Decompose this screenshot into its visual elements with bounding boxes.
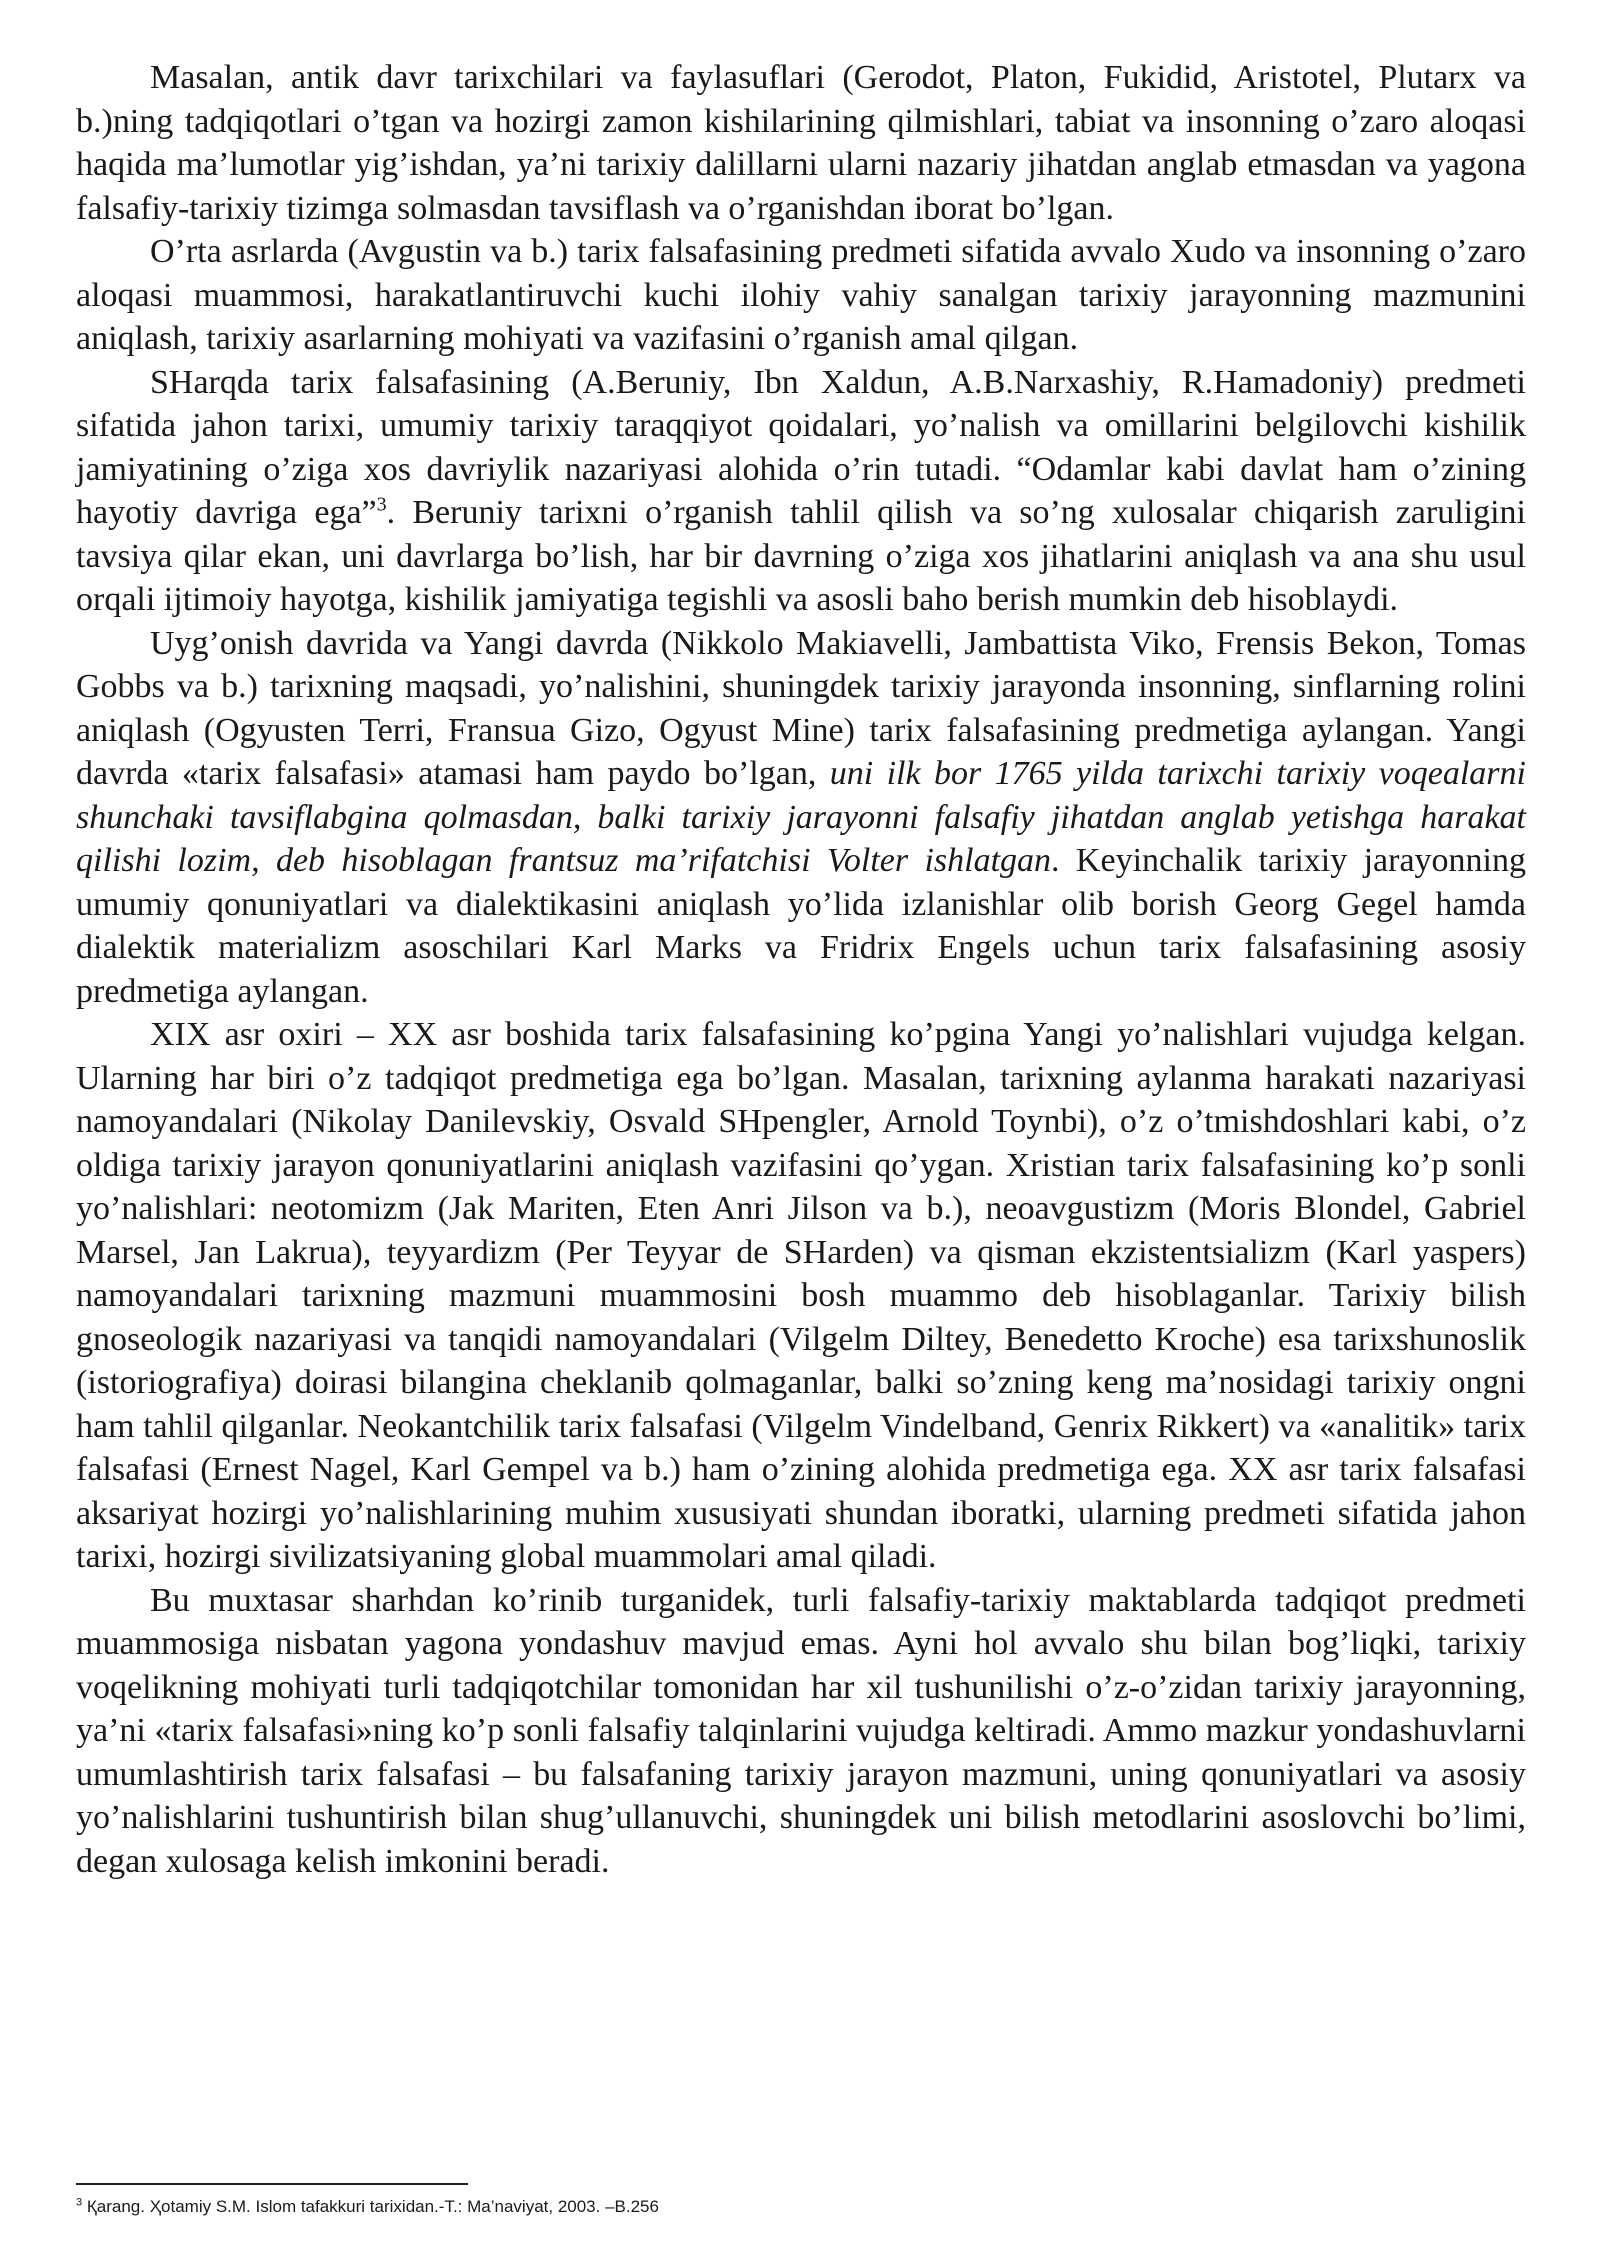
paragraph-conclusion: Bu muxtasar sharhdan ko’rinib turganidek, turli falsafiy-tarixiy maktablarda tadqiqot predmeti muammosiga nisbatan yagona yondashuv mavjud emas. Ayni hol avvalo shu bilan bog’liqki, tarixiy voqelikning mohiyati turli tadqiqotchilar tomonidan har xil tushunilishi o’z-o’zidan tarixiy jarayonning, ya’ni «tarix falsafasi»ning ko’p sonli falsafiy talqinlarini vujudga keltiradi. Ammo mazkur yondashuvlarni umumlashtirish tarix falsafasi – bu falsafaning tarixiy jarayon mazmuni, uning qonuniyatlari va asosiy yo’nalishlarini tushuntirish bilan shug’ullanuvchi, shuningdek uni bilish metodlarini asoslovchi bo’limi, degan xulosaga kelish imkonini beradi. bbox=[76, 1581, 1526, 1880]
paragraph-renaissance-text: Uyg’onish davrida va Yangi davrda (Nikkolo Makiavelli, Jambattista Viko, Frensis Bekon, Tomas Gobbs va b.) tarixning maqsadi, yo’nalishini, shuningdek tarixiy jarayonda insonning, sinflarning rolini aniqlash (Ogyusten Terri, Fransua Gizo, Ogyust Mine) tarix falsafasining predmetiga aylangan. Yangi davrda «tarix falsafasi» atamasi ham paydo bo’lgan, bbox=[76, 624, 1526, 792]
footnote bbox=[76, 2196, 1076, 2218]
paragraph-renaissance-text-continued: . Keyinchalik tarixiy jarayonning umumiy qonuniyatlari va dialektikasini aniqlash yo’lida izlanishlar olib borish Georg Gegel hamda dialektik materializm asoschilari Karl Marks va Fridrix Engels uchun tarix falsafasining asosiy predmetiga aylangan. bbox=[76, 842, 1526, 1010]
paragraph-antiquity: Masalan, antik davr tarixchilari va faylasuflari (Gerodot, Platon, Fukidid, Aristotel, Plutarx va b.)ning tadqiqotlari o’tgan va hozirgi zamon kishilarining qilmishlari, tabiat va insonning o’zaro aloqasi haqida ma’lumotlar yig’ishdan, ya’ni tarixiy dalillarni ularni nazariy jihatdan anglab etmasdan va yagona falsafiy-tarixiy tizimga solmasdan tavsiflash va o’rganishdan iborat bo’lgan. bbox=[76, 59, 1526, 227]
footnote-text: Қarang. Ҳotamiy S.M. Islom tafakkuri tarixidan.-T.: Ma’naviyat, 2003. –B.256 bbox=[86, 2197, 659, 2216]
document-body bbox=[76, 56, 1526, 1883]
paragraph-east bbox=[76, 361, 1526, 622]
footnote-reference[interactable]: 3 bbox=[376, 493, 387, 516]
paragraph-east-text-continued: . Beruniy tarixni o’rganish tahlil qilish va so’ng xulosalar chiqarish zaruligini tavsiya qilar ekan, uni davrlarga bo’lish, har bir davrning o’ziga xos jihatlarini aniqlash va ana shu usul orqali ijtimoiy hayotga, kishilik jamiyatiga tegishli va asosli baho berish mumkin deb hisoblaydi. bbox=[76, 494, 1526, 618]
italic-volter-passage: uni ilk bor 1765 yilda tarixchi tarixiy voqealarni shunchaki tavsiflabgina qolmasdan, balki tarixiy jarayonni falsafiy jihatdan anglab yetishga harakat qilishi lozim, deb hisoblagan frantsuz ma’rifatchisi Volter ishlatgan bbox=[76, 755, 1526, 879]
footnote-number: 3 bbox=[76, 2196, 83, 2209]
paragraph-east-text: SHarqda tarix falsafasining (A.Beruniy, Ibn Xaldun, A.B.Narxashiy, R.Hamadoniy) predmeti sifatida jahon tarixi, umumiy tarixiy taraqqiyot qoidalari, yo’nalish va omillarini belgilovchi kishilik jamiyatining o’ziga xos davriylik nazariyasi alohida o’rin tutadi. “Odamlar kabi davlat ham o’zining hayotiy davriga ega” bbox=[76, 363, 1526, 531]
paragraph-modern-schools: XIX asr oxiri – XX asr boshida tarix falsafasining ko’pgina Yangi yo’nalishlari vujudga kelgan. Ularning har biri o’z tadqiqot predmetiga ega bo’lgan. Masalan, tarixning aylanma harakati nazariyasi namoyandalari (Nikolay Danilevskiy, Osvald SHpengler, Arnold Toynbi), o’z o’tmishdoshlari kabi, o’z oldiga tarixiy jarayon qonuniyatlarini aniqlash vazifasini qo’ygan. Xristian tarix falsafasining ko’p sonli yo’nalishlari: neotomizm (Jak Mariten, Eten Anri Jilson va b.), neoavgustizm (Moris Blondel, Gabriel Marsel, Jan Lakrua), teyyardizm (Per Teyyar de SHarden) va qisman ekzistentsializm (Karl yaspers) namoyandalari tarixning mazmuni muammosini bosh muammo deb hisoblaganlar. Tarixiy bilish gnoseologik nazariyasi va tanqidi namoyandalari (Vilgelm Diltey, Benedetto Kroche) esa tarixshunoslik (istoriografiya) doirasi bilangina cheklanib qolmaganlar, balki so’zning keng ma’nosidagi tarixiy ongni ham tahlil qilganlar. Neokantchilik tarix falsafasi (Vilgelm Vindelband, Genrix Rikkert) va «analitik» tarix falsafasi (Ernest Nagel, Karl Gempel va b.) ham o’zining alohida predmetiga ega. XX asr tarix falsafasi aksariyat hozirgi yo’nalishlarining muhim xususiyati shundan iboratki, ularning predmeti sifatida jahon tarixi, hozirgi sivilizatsiyaning global muammolari amal qiladi. bbox=[76, 1016, 1526, 1575]
paragraph-middle-ages: O’rta asrlarda (Avgustin va b.) tarix falsafasining predmeti sifatida avvalo Xudo va insonning o’zaro aloqasi muammosi, harakatlantiruvchi kuchi ilohiy vahiy sanalgan tarixiy jarayonning mazmunini aniqlash, tarixiy asarlarning mohiyati va vazifasini o’rganish amal qilgan. bbox=[76, 233, 1526, 357]
footnote-divider bbox=[76, 2183, 468, 2185]
paragraph-renaissance bbox=[76, 622, 1526, 1014]
